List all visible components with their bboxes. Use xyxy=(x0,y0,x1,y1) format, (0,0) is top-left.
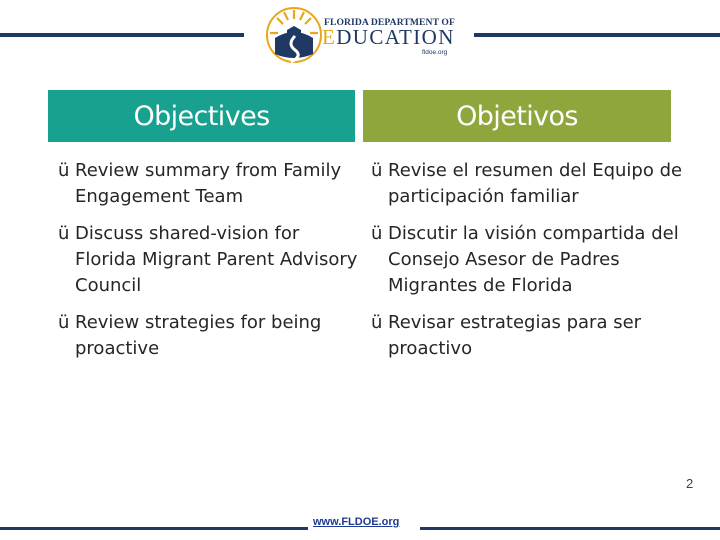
footer-rule-right xyxy=(420,527,720,530)
checkmark-icon: ü xyxy=(371,160,383,181)
list-item-text: Discuss shared-vision for Florida Migrant Parent Advisory Council xyxy=(75,223,358,296)
fldoe-seal-icon xyxy=(265,6,323,64)
list-item-text: Revise el resumen del Equipo de participación familiar xyxy=(388,160,683,207)
list-item xyxy=(58,158,358,210)
checkmark-icon: ü xyxy=(58,160,70,181)
logo-department-text: FLORIDA DEPARTMENT OF xyxy=(324,17,455,28)
list-item-text: Review strategies for being proactive xyxy=(75,312,322,359)
list-item-text: Review summary from Family Engagement Team xyxy=(75,160,342,207)
checkmark-icon: ü xyxy=(371,312,383,333)
list-item-text: Revisar estrategias para ser proactivo xyxy=(388,312,642,359)
checkmark-icon: ü xyxy=(371,223,383,244)
fldoe-website-link[interactable]: www.FLDOE.org xyxy=(313,516,400,528)
logo-url-text: fldoe.org xyxy=(422,49,448,56)
list-item xyxy=(58,310,358,362)
spanish-objectives-list xyxy=(371,158,691,373)
list-item xyxy=(58,221,358,299)
list-item xyxy=(371,221,691,299)
page-number: 2 xyxy=(686,476,694,491)
footer-rule-left xyxy=(0,527,308,530)
checkmark-icon: ü xyxy=(58,312,70,333)
logo-education-rest: DUCATION xyxy=(336,25,455,49)
list-item-text: Discutir la visión compartida del Consejo Asesor de Padres Migrantes de Florida xyxy=(388,223,679,296)
fldoe-logo xyxy=(262,4,458,66)
logo-education-e: E xyxy=(322,25,337,49)
list-item xyxy=(371,310,691,362)
objectives-header: Objectives xyxy=(48,90,355,142)
top-rule-right xyxy=(474,33,720,37)
checkmark-icon: ü xyxy=(58,223,70,244)
logo-education-text xyxy=(322,25,455,50)
list-item xyxy=(371,158,691,210)
top-rule-left xyxy=(0,33,244,37)
objetivos-header: Objetivos xyxy=(363,90,671,142)
english-objectives-list xyxy=(58,158,358,373)
